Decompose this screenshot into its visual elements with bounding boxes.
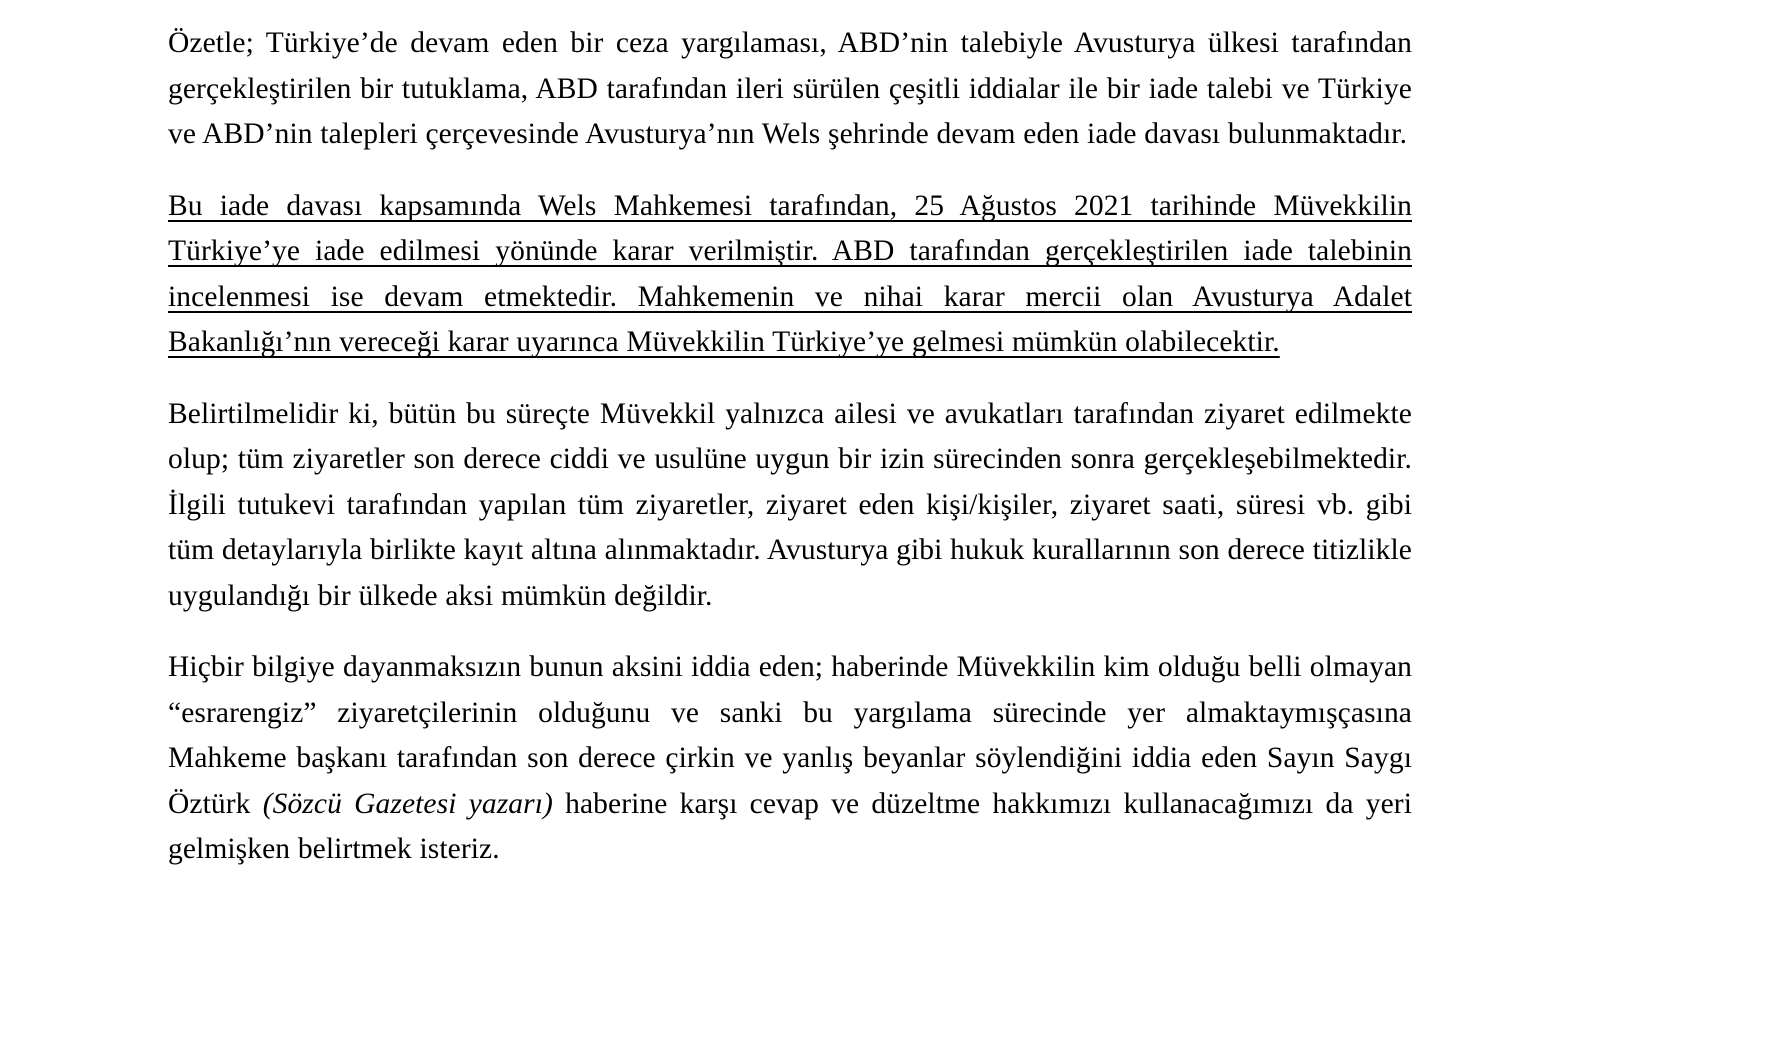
document-text-body [168, 21, 1412, 873]
italic-author-note: (Sözcü Gazetesi yazarı) [262, 787, 553, 820]
text-line: Belirtilmelidir ki, bütün bu süreçte Müvekkil yalnızca ailesi ve avukatları tarafından ziyaret edilmekte [168, 397, 1412, 430]
text-line: Bakanlığı’nın vereceği karar uyarınca Müvekkilin Türkiye’ye gelmesi mümkün olabilecektir. [168, 326, 1280, 358]
text-line: incelenmesi ise devam etmektedir. Mahkemenin ve nihai karar mercii olan Avusturya Adalet [168, 280, 1412, 313]
text-line: gelmişken belirtmek isteriz. [168, 833, 500, 865]
text-line: gerçekleştirilen bir tutuklama, ABD tarafından ileri sürülen çeşitli iddialar ile bir iade talebi ve Türkiye [168, 72, 1412, 105]
text-line-with-italic [168, 782, 1412, 828]
paragraph-right-of-reply [168, 645, 1412, 873]
text-line: Mahkeme başkanı tarafından son derece çirkin ve yanlış beyanlar söylendiğini iddia eden Sayın Saygı [168, 742, 1412, 774]
text-line: olup; tüm ziyaretler son derece ciddi ve usulüne uygun bir izin sürecinden sonra gerçekleşebilmektedir. [168, 443, 1412, 475]
text-line: Bu iade davası kapsamında Wels Mahkemesi tarafından, 25 Ağustos 2021 tarihinde Müvekkilin [168, 189, 1412, 222]
text-line: Hiçbir bilgiye dayanmaksızın bunun aksini iddia eden; haberinde Müvekkilin kim olduğu belli olmayan [168, 651, 1412, 683]
text-line: Özetle; Türkiye’de devam eden bir ceza yargılaması, ABD’nin talebiyle Avusturya ülkesi tarafından [168, 27, 1412, 59]
text-line: ve ABD’nin talepleri çerçevesinde Avusturya’nın Wels şehrinde devam eden iade davası bulunmaktadır. [168, 118, 1408, 150]
text-line: İlgili tutukevi tarafından yapılan tüm ziyaretler, ziyaret eden kişi/kişiler, ziyaret saati, süresi vb. gibi [168, 488, 1412, 521]
paragraph-visits [168, 392, 1412, 620]
line-text-before-italic: Öztürk [168, 787, 263, 820]
paragraph-extradition-decision [168, 184, 1412, 366]
paragraph-summary [168, 21, 1412, 158]
text-line: uygulandığı bir ülkede aksi mümkün değildir. [168, 579, 713, 612]
text-line: Türkiye’ye iade edilmesi yönünde karar verilmiştir. ABD tarafından gerçekleştirilen iade talebinin [168, 235, 1412, 267]
text-line: tüm detaylarıyla birlikte kayıt altına alınmaktadır. Avusturya gibi hukuk kurallarının son derece titizlikle [168, 534, 1412, 566]
text-line: “esrarengiz” ziyaretçilerinin olduğunu ve sanki bu yargılama sürecinde yer almaktaymışçasına [168, 696, 1412, 729]
line-text-after-italic: haberine karşı cevap ve düzeltme hakkımızı kullanacağımızı da yeri [552, 787, 1412, 820]
